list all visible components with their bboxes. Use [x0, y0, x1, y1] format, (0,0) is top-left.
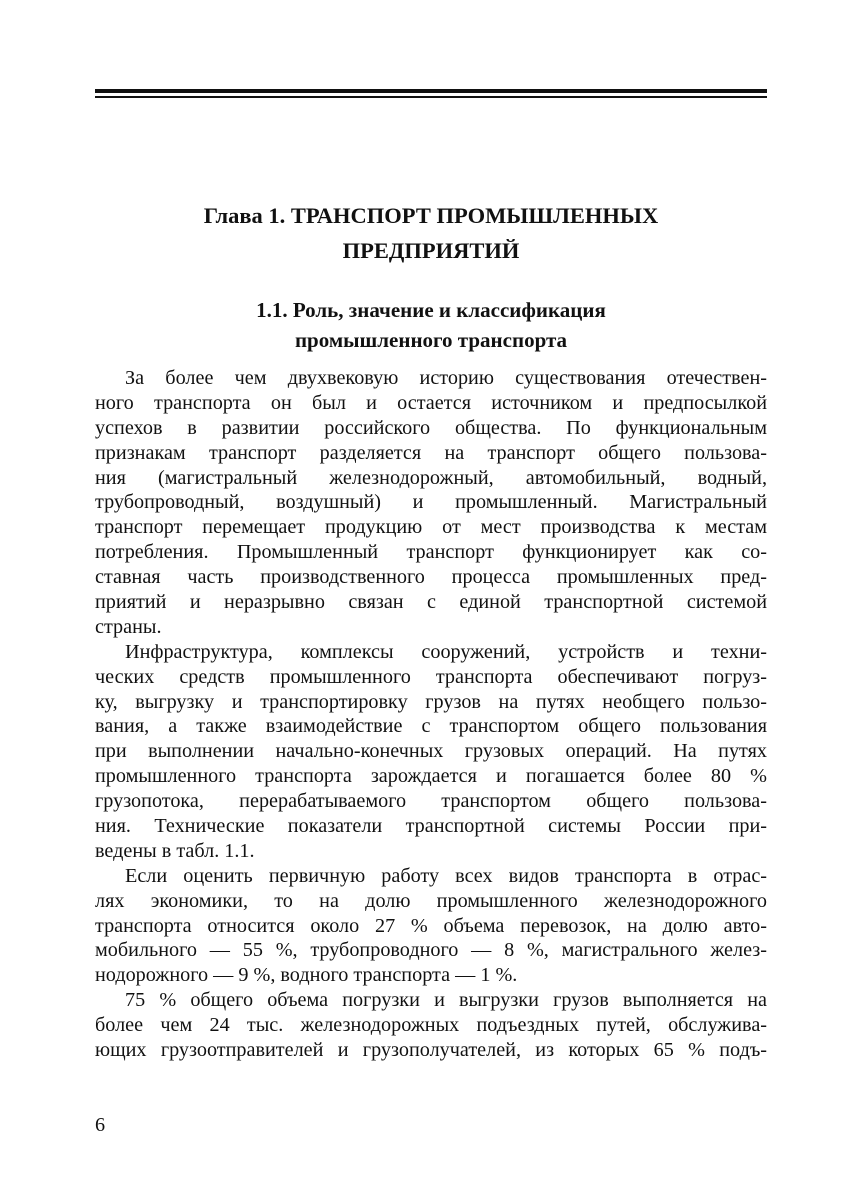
body-text [95, 366, 767, 1063]
text-line: трубопроводный, воздушный) и промышленный. Магистральный [95, 491, 767, 514]
text-line: лях экономики, то на долю промышленного железнодорожного [95, 889, 767, 912]
paragraph [95, 366, 767, 640]
chapter-title-line: ПРЕДПРИЯТИЙ [342, 238, 520, 263]
text-line: 75 % общего объема погрузки и выгрузки грузов выполняется на [125, 989, 767, 1012]
text-line: при выполнении начально-конечных грузовых операций. На путях [95, 740, 767, 763]
text-line: признакам транспорт разделяется на транспорт общего пользова- [95, 441, 767, 464]
text-line: грузопотока, перерабатываемого транспортом общего пользова- [95, 790, 767, 813]
text-line: За более чем двухвековую историю существования отечествен- [125, 367, 767, 389]
text-line: страны. [95, 615, 162, 638]
text-line: мобильного — 55 %, трубопроводного — 8 %, магистрального желез- [95, 939, 767, 962]
text-line: нодорожного — 9 %, водного транспорта — 1 %. [95, 964, 518, 987]
paragraph [95, 988, 767, 1063]
header-rule-thin [95, 96, 767, 98]
text-line: потребления. Промышленный транспорт функционирует как со- [95, 541, 767, 564]
text-line: ния. Технические показатели транспортной системы России при- [95, 815, 767, 838]
paragraph [95, 640, 767, 864]
chapter-title-line: Глава 1. ТРАНСПОРТ ПРОМЫШЛЕННЫХ [203, 203, 659, 228]
text-line: Инфраструктура, комплексы сооружений, устройств и техни- [125, 640, 767, 663]
text-line: ния (магистральный железнодорожный, автомобильный, водный, [95, 466, 767, 489]
text-line: Если оценить первичную работу всех видов транспорта в отрас- [125, 864, 767, 887]
text-line: ющих грузоотправителей и грузополучателей, из которых 65 % подъ- [95, 1039, 767, 1062]
text-line: транспорта относится около 27 % объема перевозок, на долю авто- [95, 914, 767, 937]
text-line: ку, выгрузку и транспортировку грузов на путях необщего пользо- [95, 690, 767, 713]
section-title-line: 1.1. Роль, значение и классификация [256, 298, 606, 322]
text-line: ставная часть производственного процесса промышленных пред- [95, 566, 767, 589]
text-line: промышленного транспорта зарождается и погашается более 80 % [95, 765, 767, 788]
text-line: ного транспорта он был и остается источником и предпосылкой [95, 391, 767, 414]
text-line: ведены в табл. 1.1. [95, 839, 255, 862]
text-line: более чем 24 тыс. железнодорожных подъездных путей, обслужива- [95, 1014, 767, 1037]
paragraph [95, 864, 767, 988]
text-line: транспорт перемещает продукцию от мест производства к местам [95, 516, 767, 539]
text-line: ческих средств промышленного транспорта обеспечивают погруз- [95, 665, 767, 688]
page-number: 6 [95, 1114, 106, 1136]
header-rule-thick [95, 89, 767, 93]
text-line: успехов в развитии российского общества. По функциональным [95, 416, 767, 439]
section-title-line: промышленного транспорта [294, 328, 568, 352]
text-line: приятий и неразрывно связан с единой транспортной системой [95, 591, 767, 614]
text-line: вания, а также взаимодействие с транспортом общего пользования [95, 715, 767, 738]
chapter-title [95, 198, 767, 268]
section-title [95, 295, 767, 355]
